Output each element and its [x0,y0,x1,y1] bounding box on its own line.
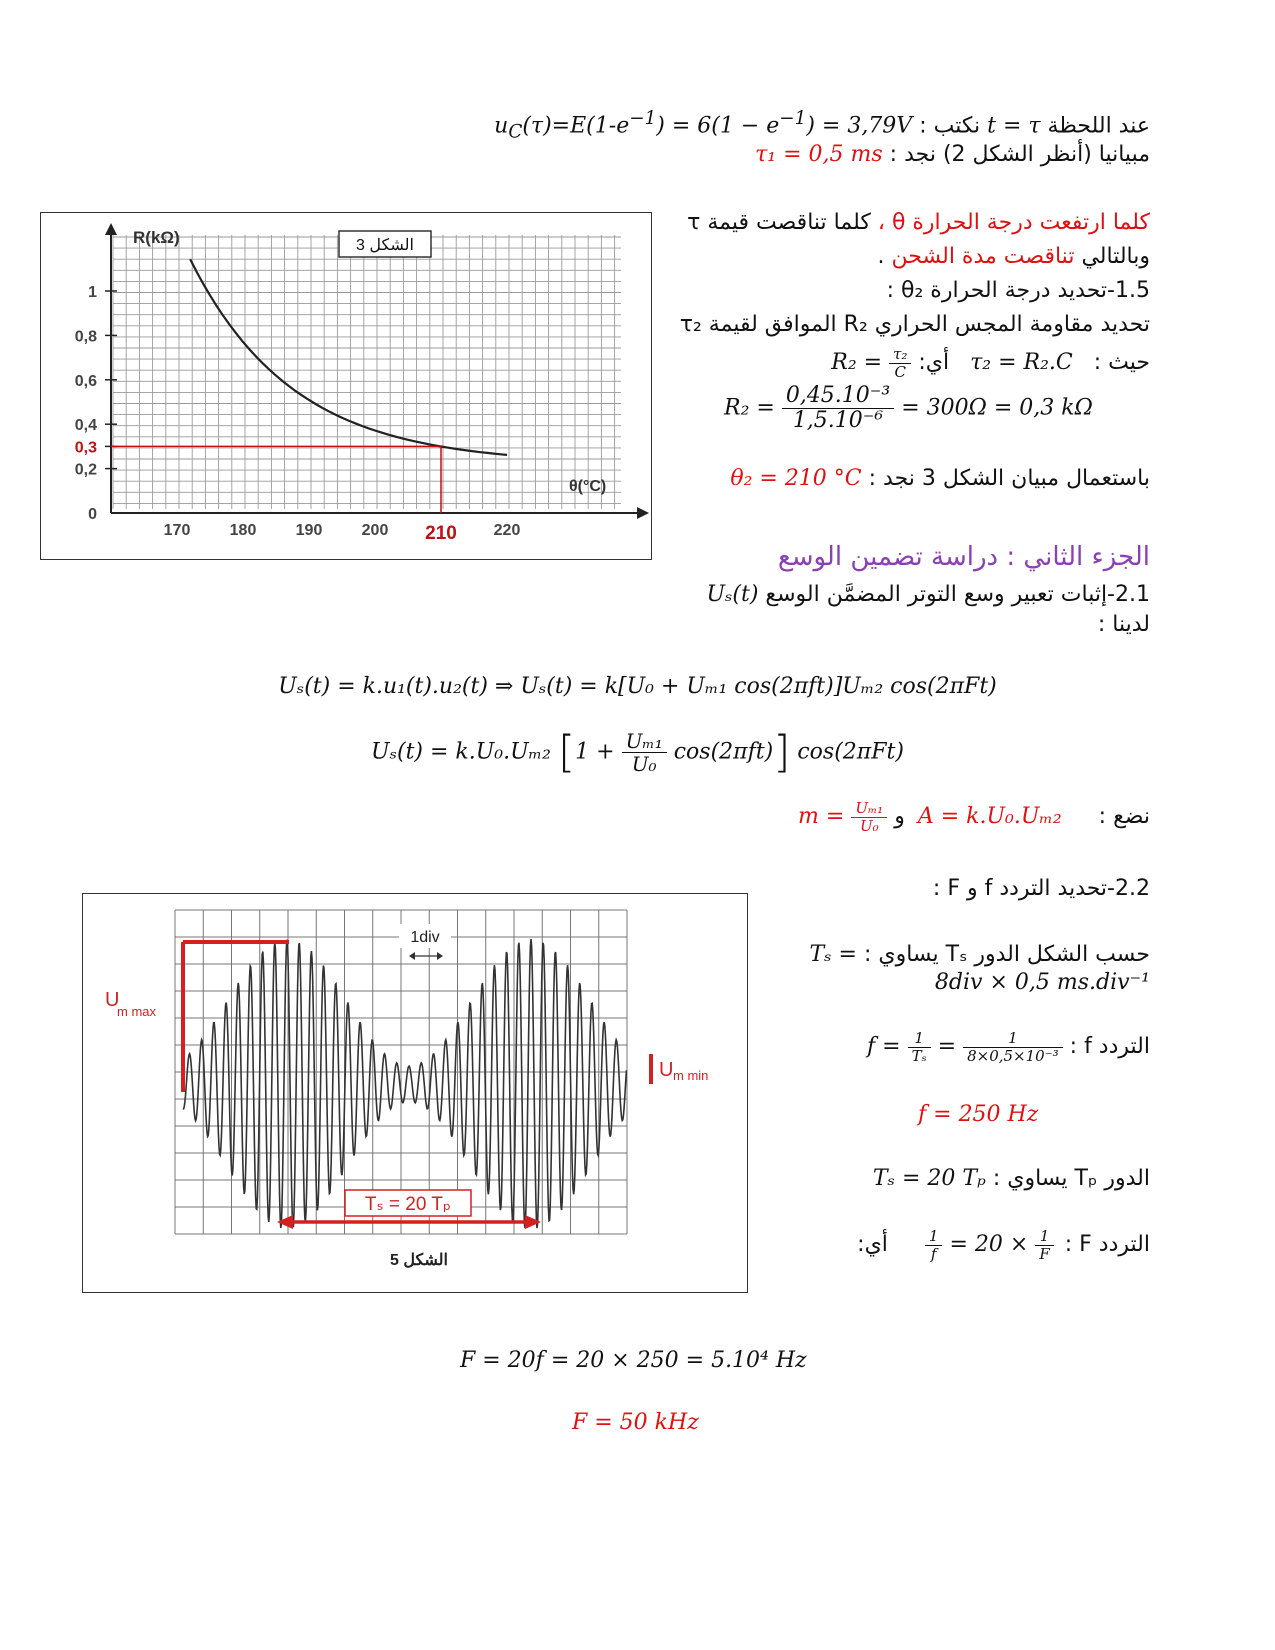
umax-sub: m max [117,1004,156,1019]
div-arrow-left [409,952,415,960]
x-axis-arrow [637,507,649,519]
result-f: f = 250 Hz [918,1102,1039,1127]
line-tau1: مبيانيا (أنظر الشكل 2) نجد : τ₁ = 0,5 ms [755,142,1150,167]
y-tick-label: 0,8 [74,328,97,346]
x-tick-label: 170 [163,522,191,539]
y-tick-label: 1 [88,284,97,301]
heading-2-1: 2.1-إثبات تعبير وسع التوتر المضمَّن الوسع Uₛ(t) [706,582,1150,607]
modulated-signal [183,939,626,1228]
line-ts-value: 8div × 0,5 ms.div⁻¹ [934,970,1150,995]
line-ts: حسب الشكل الدور Tₛ يساوي : Tₛ = [809,942,1150,967]
div-label: 1div [410,929,440,946]
period-label: Tₛ = 20 Tₚ [364,1194,452,1215]
equation-us-2: Uₛ(t) = k.U₀.Uₘ₂ [1 + $\frac{\text{Uₘ₁}}{\text{U₀}}$ cos(2πft)] cos(2πFt) [371,726,904,778]
line-conclusion-2: وبالتالي تناقصت مدة الشحن . [877,244,1150,269]
figure-5-svg [83,894,747,1292]
figure-3-svg [41,213,651,559]
y-tick-label: 0,2 [74,461,97,479]
line-f: التردد f : f = $\frac{1}{\text{Tₛ}}$ = $\frac{1}{\text{8×0,5×10⁻³}}$ [867,1029,1150,1065]
line-conclusion: كلما ارتفعت درجة الحرارة θ ، كلما تناقصت قيمة τ [687,210,1150,235]
result-F: F = 50 kHz [572,1410,699,1435]
y-tick-label: 0,4 [74,417,97,435]
umin-sub: m min [673,1068,709,1083]
line-theta2: باستعمال مبيان الشكل 3 نجد : θ₂ = 210 °C [730,466,1150,491]
y-axis-label: R(kΩ) [133,228,180,247]
part-2-title: الجزء الثاني : دراسة تضمين الوسع [777,542,1150,572]
y-tick-label: 0,6 [74,372,97,390]
x-tick-label: 220 [493,522,521,539]
heading-2-2: 2.2-تحديد التردد f و F : [932,876,1150,901]
x-tick-label: 210 [425,523,457,544]
equation-F: F = 20f = 20 × 250 = 5.10⁴ Hz [460,1348,807,1373]
line-we-have: لدينا : [1097,612,1150,637]
umin-label: U [659,1059,674,1081]
y-tick-label: 0,3 [74,439,97,457]
x-tick-label: 190 [295,522,323,539]
y-tick-label: 0 [88,506,97,523]
heading-1-5: 1.5-تحديد درجة الحرارة θ₂ : [886,278,1150,303]
equation-us-1: Uₛ(t) = k.u₁(t).u₂(t) ⇒ Uₛ(t) = k[U₀ + Uₘ₁ cos(2πft)]Uₘ₂ cos(2πFt) [278,674,997,699]
line-r2-formula: حيث : τ₂ = R₂.C أي: R₂ = $\frac{\text{τ₂}}{C}$ [831,345,1150,381]
x-tick-label: 200 [361,522,389,539]
figure-5-caption: الشكل 5 [390,1252,448,1269]
umax-label: U [105,989,120,1011]
figure-5-signal [82,893,748,1293]
line-tp: الدور Tₚ يساوي : Tₛ = 20 Tₚ [872,1166,1150,1191]
y-axis-arrow [105,223,117,235]
x-axis-label: θ(°C) [569,478,607,495]
div-arrow-right [437,952,443,960]
figure-3-caption: الشكل 3 [356,237,414,254]
line-F: التردد F : $\frac{1}{f}$ = 20 × $\frac{1}{F}$ أي: [857,1227,1150,1263]
line-r2: تحديد مقاومة المجس الحراري R₂ الموافق لقيمة τ₂ [679,312,1150,337]
x-tick-label: 180 [229,522,257,539]
equation-r2-value: R₂ = $\frac{\text{0,45.10⁻³}}{\text{1,5.10⁻⁶}}$ = 300Ω = 0,3 kΩ [724,383,1093,434]
line-time-constant: عند اللحظة t = τ نكتب : $u_C(\tau)=E(1-e^{-1}) = 6(1 - e^{-1}) = 3,79V$ [494,108,1150,143]
figure-3-chart [40,212,652,560]
line-define-a-m: نضع : A = k.U₀.Uₘ₂ و m = $\frac{\text{Uₘ₁}}{\text{U₀}}$ [798,799,1150,835]
